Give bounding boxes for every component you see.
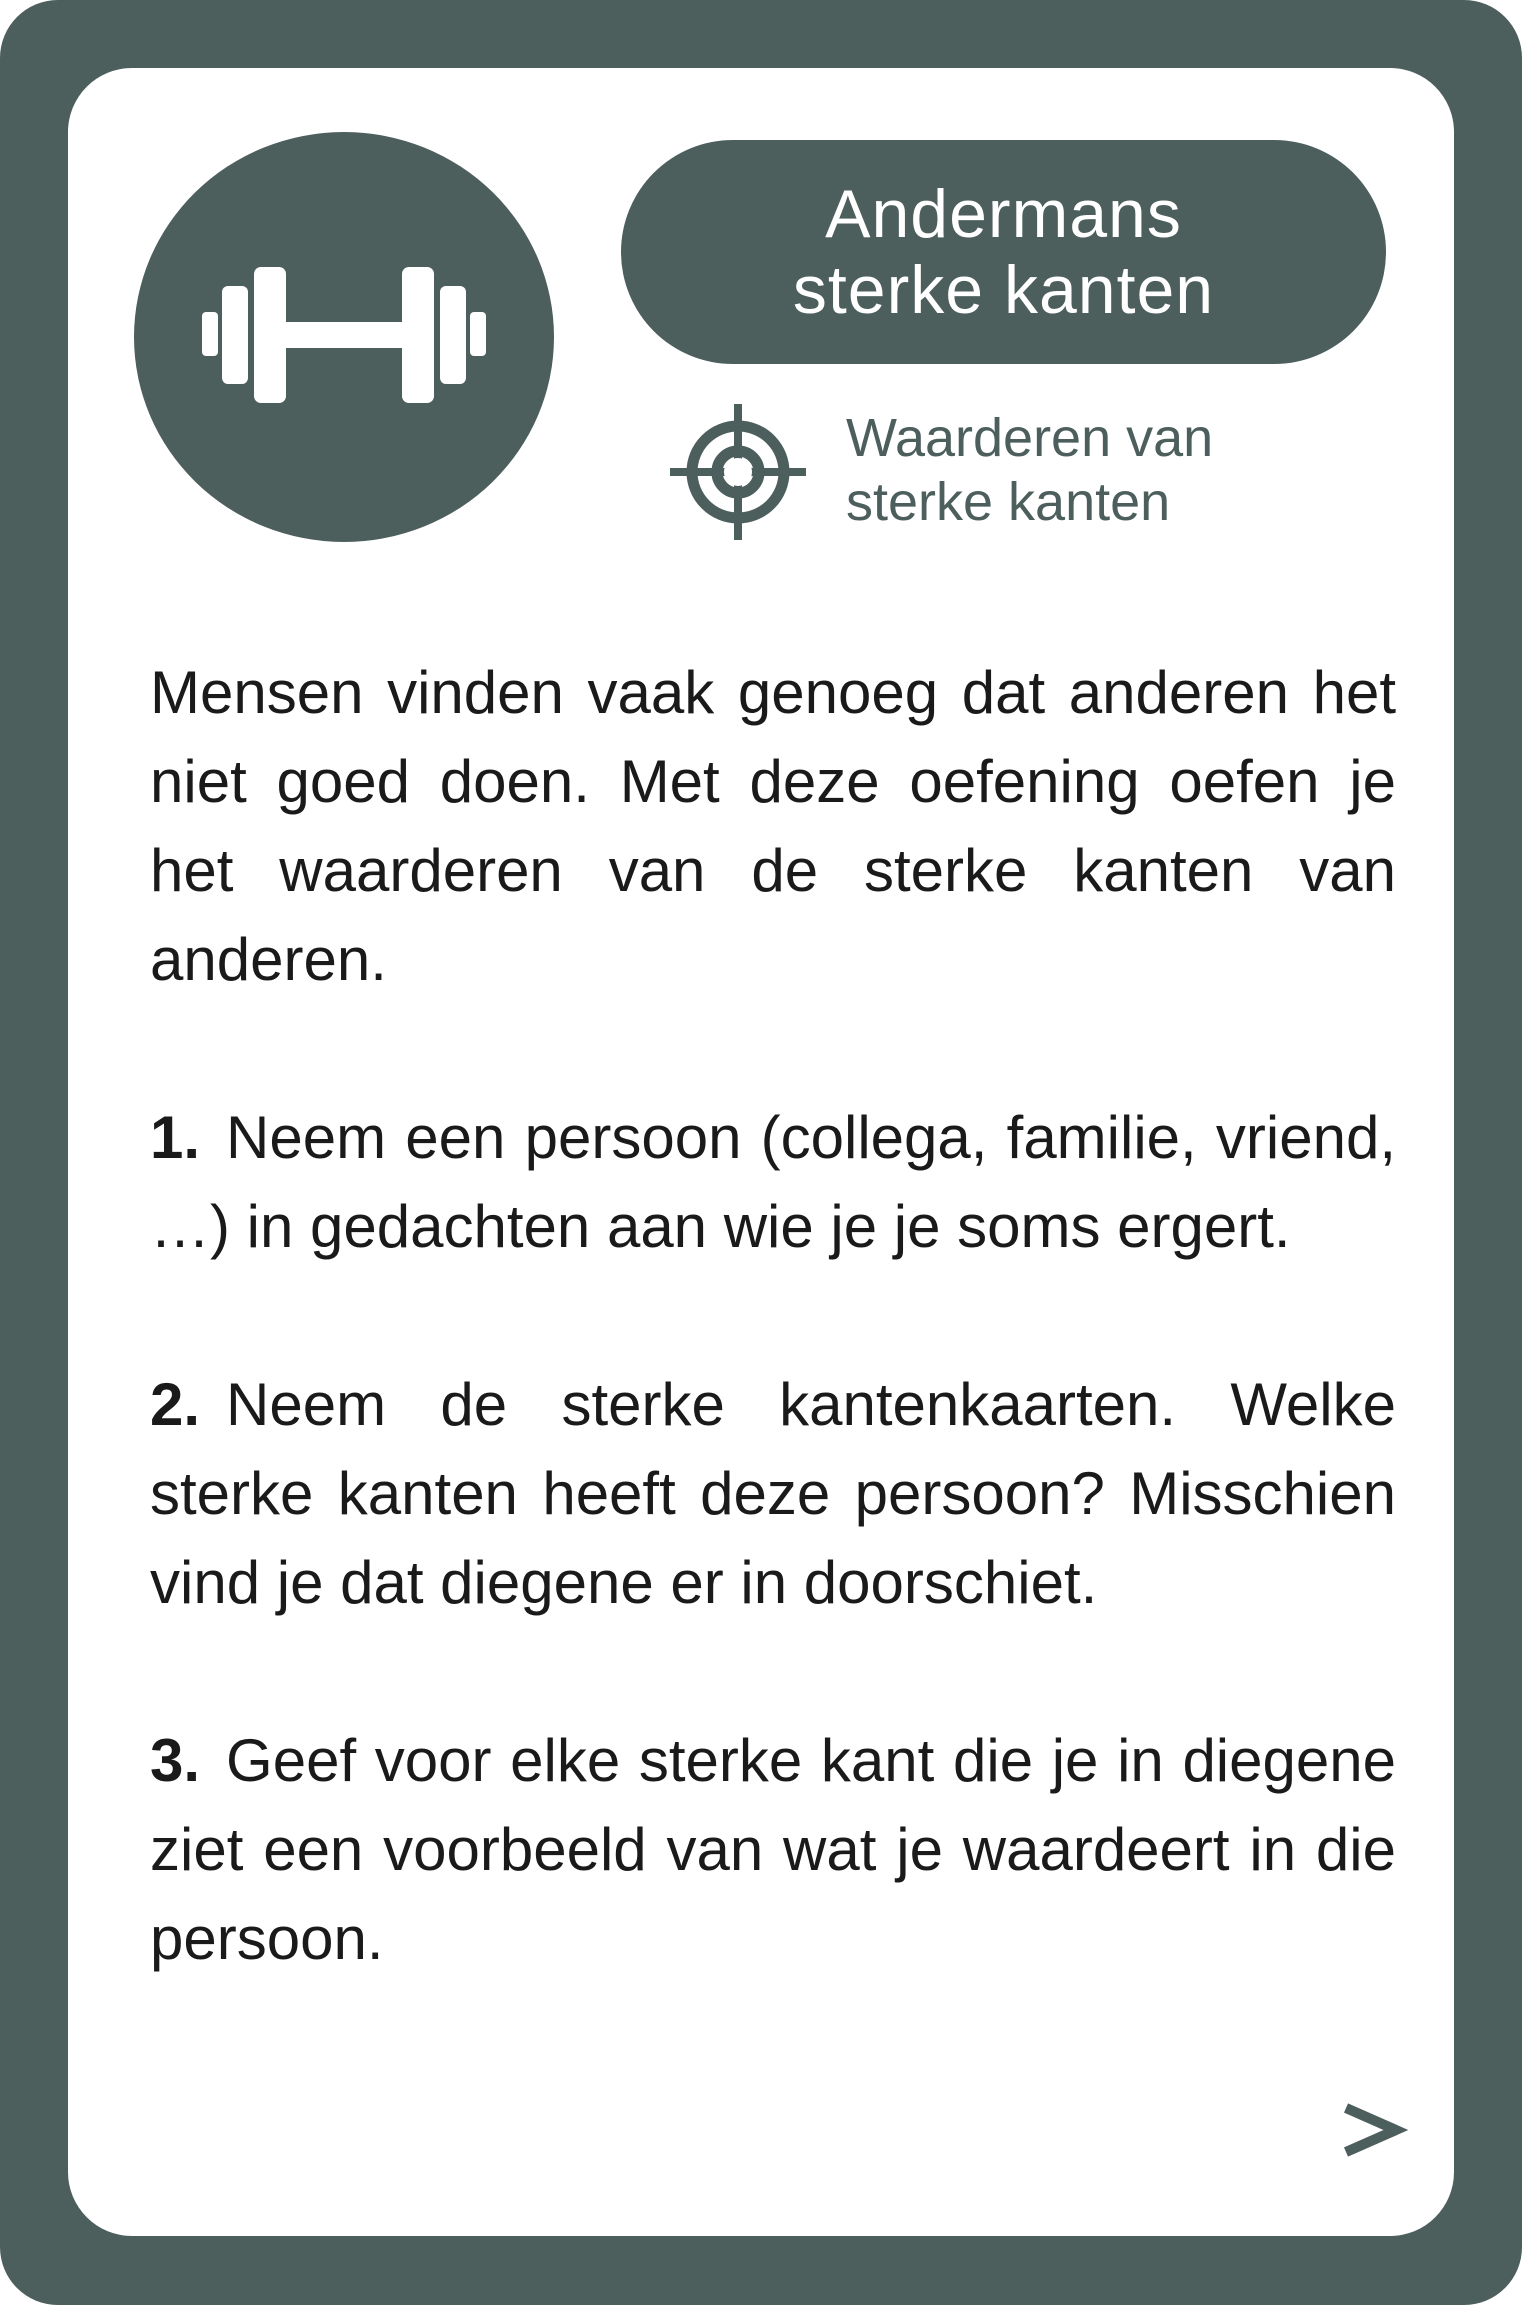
card-title (621, 140, 1386, 364)
intro-paragraph: Mensen vinden vaak genoeg dat anderen het niet goed doen. Met deze oefening oefen je het waarderen van de sterke kanten van anderen. (150, 659, 1396, 993)
category-label-line1: Waarderen van (846, 408, 1214, 468)
chevron-right-icon[interactable] (1336, 2094, 1408, 2166)
step-text: Geef voor elke sterke kant die je in diegene ziet een voorbeeld van wat je waardeert in die persoon. (150, 1727, 1396, 1972)
category-label (846, 406, 1213, 534)
step-number: 3. (150, 1727, 201, 1794)
card-title-line1: Andermans (825, 176, 1182, 252)
step-number: 1. (150, 1104, 201, 1171)
target-crosshair-icon (668, 402, 808, 542)
step-3 (150, 1716, 1396, 1983)
category-label-line2: sterke kanten (846, 472, 1171, 532)
step-number: 2. (150, 1371, 201, 1438)
step-1 (150, 1093, 1396, 1271)
dumbbell-icon (134, 132, 554, 542)
dumbbell-badge (134, 132, 554, 542)
card-title-line2: sterke kanten (792, 252, 1215, 328)
step-2 (150, 1360, 1396, 1627)
step-text: Neem een persoon (collega, familie, vriend, …) in gedachten aan wie je je soms ergert. (150, 1104, 1396, 1260)
step-text: Neem de sterke kantenkaarten. Welke sterke kanten heeft deze persoon? Misschien vind je dat diegene er in doorschiet. (150, 1371, 1396, 1616)
card-text (150, 648, 1396, 1983)
